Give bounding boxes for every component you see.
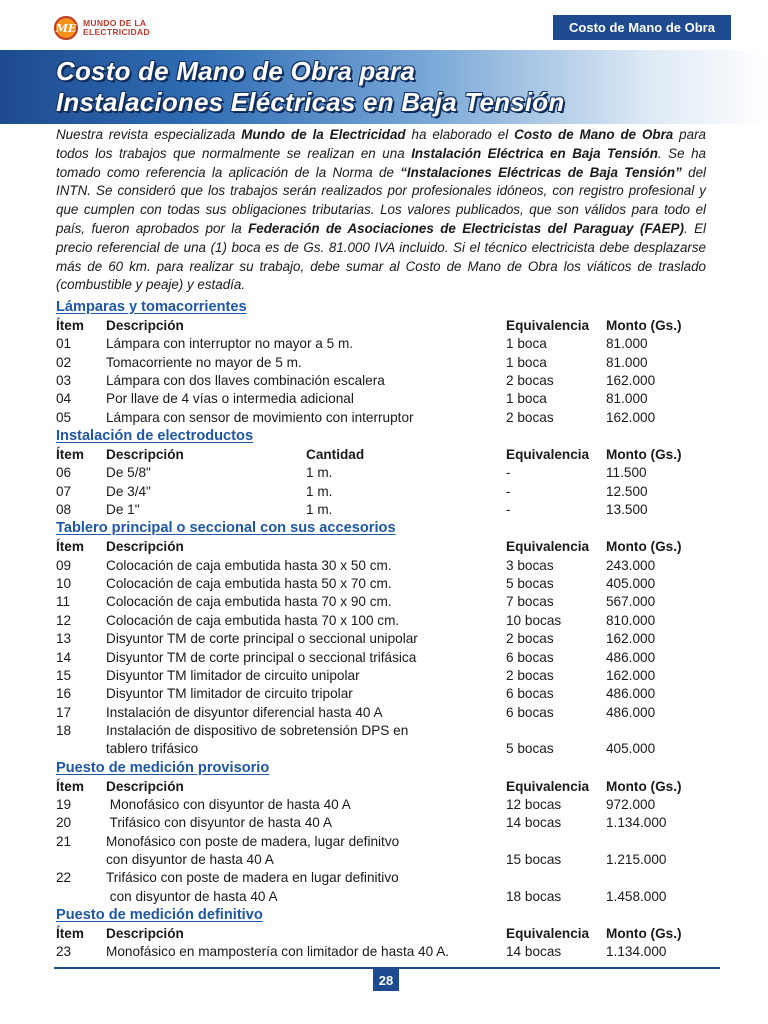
row-amount: 486.000 (606, 686, 656, 702)
row-item: 16 (56, 686, 72, 702)
row-desc-line2: tablero trifásico (106, 741, 199, 757)
row-amount: 1.134.000 (606, 944, 667, 960)
intro-bold: “Instalaciones Eléctricas de Baja Tensión” (400, 164, 682, 180)
table-row (56, 833, 716, 870)
row-desc: Colocación de caja embutida hasta 30 x 50 cm. (106, 557, 392, 573)
row-equiv: - (506, 502, 511, 518)
row-item: 09 (56, 557, 72, 573)
header-qty: Cantidad (306, 447, 365, 463)
row-item: 04 (56, 391, 72, 407)
row-amount: 405.000 (606, 576, 656, 592)
row-desc: De 3/4" (106, 483, 151, 499)
row-amount: 11.500 (606, 465, 647, 481)
row-desc: De 5/8" (106, 465, 151, 481)
row-equiv: 1 boca (506, 391, 547, 407)
row-item: 20 (56, 815, 72, 831)
row-item: 22 (56, 870, 72, 886)
row-desc (106, 869, 399, 906)
row-amount: 1.458.000 (606, 888, 667, 904)
header-desc: Descripción (106, 778, 184, 794)
intro-bold: Mundo de la Electricidad (241, 127, 406, 142)
intro-text: del INTN. Se consideró que los trabajos serán realizados por profesionales idóneos, con registro profesional y que cumplen con todas sus obligaciones tributarias. Los valores publicados, que son válidos para todo el país, fueron aprobados por la (56, 164, 706, 236)
row-amount: 81.000 (606, 391, 648, 407)
row-desc-line1: Instalación de dispositivo de sobretensión DPS en (106, 722, 409, 738)
row-desc-line1: Monofásico con poste de madera, lugar definitvo (106, 833, 400, 849)
header-amount: Monto (Gs.) (606, 539, 682, 555)
row-item: 07 (56, 483, 72, 499)
row-desc-line1: Trifásico con poste de madera en lugar definitivo (106, 870, 399, 886)
intro-bold: Costo de Mano de Obra (514, 127, 674, 142)
section-tag: Costo de Mano de Obra (553, 15, 731, 40)
row-qty: 1 m. (306, 483, 333, 499)
price-table (56, 298, 716, 962)
row-equiv: - (506, 483, 511, 499)
row-equiv: 1 boca (506, 336, 547, 352)
row-item: 21 (56, 833, 72, 849)
row-amount: 13.500 (606, 502, 648, 518)
table-row (56, 649, 716, 667)
page-number: 28 (373, 969, 399, 991)
row-desc: Tomacorriente no mayor de 5 m. (106, 354, 302, 370)
intro-bold: Instalación Eléctrica en Baja Tensión (411, 145, 658, 161)
section-title-electroductos: Instalación de electroductos (56, 428, 254, 445)
table-row (56, 464, 716, 482)
row-desc (106, 722, 408, 759)
table-row (56, 814, 716, 832)
row-item: 15 (56, 667, 72, 683)
header-amount: Monto (Gs.) (606, 318, 682, 333)
row-item: 23 (56, 944, 72, 960)
row-equiv: 14 bocas (506, 944, 562, 960)
row-amount: 1.134.000 (606, 815, 667, 831)
header-amount: Monto (Gs.) (606, 925, 682, 941)
row-equiv: 12 bocas (506, 796, 562, 812)
table-row (56, 409, 716, 427)
table-row (56, 685, 716, 703)
row-equiv: 3 bocas (506, 557, 554, 573)
row-qty: 1 m. (306, 502, 333, 518)
table-header-row (56, 317, 716, 335)
row-item: 01 (56, 336, 72, 352)
intro-text: . Se ha tomado como referencia la aplicación de la Norma de (56, 145, 706, 180)
row-equiv: 2 bocas (506, 667, 554, 683)
intro-text: Nuestra revista especializada (56, 127, 242, 142)
table-row (56, 557, 716, 575)
row-item: 06 (56, 465, 72, 481)
header-item: Ítem (56, 447, 84, 463)
row-item: 12 (56, 612, 72, 628)
table-row (56, 501, 716, 519)
table-header-row (56, 778, 716, 796)
row-equiv: 6 bocas (506, 686, 554, 702)
row-item: 10 (56, 576, 72, 592)
row-desc: Disyuntor TM limitador de circuito unipolar (106, 667, 360, 683)
row-amount: 486.000 (606, 649, 656, 665)
row-desc: Disyuntor TM limitador de circuito tripolar (106, 686, 353, 702)
brand-name-line1: MUNDO DE LA (83, 18, 147, 28)
table-row (56, 390, 716, 408)
header-equiv: Equivalencia (506, 925, 590, 941)
row-amount: 810.000 (606, 612, 656, 628)
brand-name (83, 19, 150, 37)
section-title-definitivo: Puesto de medición definitivo (56, 906, 263, 923)
row-desc: Disyuntor TM de corte principal o seccional trifásica (106, 649, 417, 665)
row-desc: Instalación de disyuntor diferencial hasta 40 A (106, 704, 383, 720)
section-title-lamparas: Lámparas y tomacorrientes (56, 299, 247, 315)
row-amount: 486.000 (606, 704, 656, 720)
row-item: 08 (56, 502, 72, 518)
row-equiv: 6 bocas (506, 704, 554, 720)
row-equiv: 5 bocas (506, 741, 554, 757)
table-row (56, 593, 716, 611)
row-equiv: 2 bocas (506, 409, 554, 425)
row-amount: 567.000 (606, 594, 656, 610)
header-item: Ítem (56, 925, 84, 941)
table-row (56, 943, 716, 961)
row-desc (106, 833, 399, 870)
row-amount: 162.000 (606, 373, 656, 389)
header-desc: Descripción (106, 318, 184, 333)
row-amount: 243.000 (606, 557, 656, 573)
header-item: Ítem (56, 539, 84, 555)
brand-name-line2: ELECTRICIDAD (83, 27, 150, 37)
row-amount: 1.215.000 (606, 851, 667, 867)
section-title-provisorio: Puesto de medición provisorio (56, 759, 270, 776)
intro-paragraph (56, 126, 706, 295)
row-item: 14 (56, 649, 72, 665)
header-desc: Descripción (106, 539, 184, 555)
intro-text: para todos los trabajos que normalmente se realizan en una (56, 127, 706, 161)
page-title (56, 56, 564, 118)
table-row (56, 575, 716, 593)
table-row (56, 796, 716, 814)
row-desc: Monofásico con disyuntor de hasta 40 A (106, 796, 351, 812)
row-desc-line2: con disyuntor de hasta 40 A (106, 851, 274, 867)
row-item: 17 (56, 704, 72, 720)
row-item: 11 (56, 594, 71, 610)
header-equiv: Equivalencia (506, 447, 590, 463)
table-row (56, 335, 716, 353)
table-row (56, 354, 716, 372)
table-row (56, 372, 716, 390)
row-amount: 972.000 (606, 796, 656, 812)
row-desc: Lámpara con dos llaves combinación escalera (106, 373, 385, 389)
header-equiv: Equivalencia (506, 318, 590, 333)
table-row (56, 612, 716, 630)
row-desc: Trifásico con disyuntor de hasta 40 A (106, 815, 332, 831)
row-equiv: 14 bocas (506, 815, 562, 831)
row-desc-line2: con disyuntor de hasta 40 A (106, 888, 278, 904)
row-item: 18 (56, 722, 72, 738)
brand-logo (54, 16, 150, 40)
row-item: 05 (56, 409, 72, 425)
row-amount: 162.000 (606, 409, 656, 425)
row-desc: Monofásico en mampostería con limitador de hasta 40 A. (106, 944, 450, 960)
table-row (56, 667, 716, 685)
row-amount: 81.000 (606, 354, 648, 370)
row-item: 13 (56, 631, 72, 647)
row-amount: 81.000 (606, 336, 648, 352)
row-desc: Lámpara con sensor de movimiento con interruptor (106, 409, 414, 425)
row-amount: 162.000 (606, 631, 656, 647)
row-desc: Lámpara con interruptor no mayor a 5 m. (106, 336, 354, 352)
row-equiv: 6 bocas (506, 649, 554, 665)
table-row (56, 722, 716, 759)
page-title-line1: Costo de Mano de Obra para (56, 56, 416, 86)
header-amount: Monto (Gs.) (606, 447, 682, 463)
intro-text: ha elaborado el (405, 127, 515, 142)
section-title-tablero: Tablero principal o seccional con sus accesorios (56, 520, 396, 537)
row-desc: Colocación de caja embutida hasta 70 x 90 cm. (106, 594, 392, 610)
table-row (56, 704, 716, 722)
row-desc: Disyuntor TM de corte principal o seccional unipolar (106, 631, 418, 647)
row-amount: 162.000 (606, 667, 656, 683)
intro-bold: Federación de Asociaciones de Electricistas del Paraguay (FAEP) (248, 220, 684, 236)
row-equiv: 15 bocas (506, 851, 562, 867)
brand-logo-icon: ME (54, 16, 78, 40)
row-equiv: 18 bocas (506, 888, 562, 904)
header-item: Ítem (56, 778, 84, 794)
row-equiv: 1 boca (506, 354, 547, 370)
row-item: 03 (56, 373, 72, 389)
row-desc: De 1" (106, 502, 140, 518)
table-row (56, 483, 716, 501)
page-title-line2: Instalaciones Eléctricas en Baja Tensión (56, 87, 565, 117)
row-amount: 12.500 (606, 483, 648, 499)
header-item: Ítem (56, 318, 84, 333)
row-desc: Por llave de 4 vías o intermedia adicional (106, 391, 354, 407)
header-equiv: Equivalencia (506, 778, 590, 794)
table-header-row (56, 538, 716, 556)
row-equiv: 2 bocas (506, 631, 554, 647)
row-amount: 405.000 (606, 741, 656, 757)
header-equiv: Equivalencia (506, 539, 590, 555)
row-equiv: 5 bocas (506, 576, 554, 592)
table-row (56, 630, 716, 648)
row-equiv: 2 bocas (506, 373, 554, 389)
row-desc: Colocación de caja embutida hasta 70 x 100 cm. (106, 612, 400, 628)
header-desc: Descripción (106, 925, 184, 941)
row-item: 02 (56, 354, 72, 370)
table-header-row (56, 925, 716, 943)
row-desc: Colocación de caja embutida hasta 50 x 70 cm. (106, 576, 392, 592)
header-desc: Descripción (106, 447, 184, 463)
row-item: 19 (56, 796, 72, 812)
row-qty: 1 m. (306, 465, 333, 481)
table-row (56, 869, 716, 906)
intro-text: . El precio referencial de una (1) boca es de Gs. 81.000 IVA incluido. Si el técnico electricista debe desplazarse más de 60 km. para realizar su trabajo, debe sumar al Costo de Mano de Obra los viáticos de traslado (combustible y peaje) y estadía. (56, 220, 706, 293)
row-equiv: 7 bocas (506, 594, 554, 610)
row-equiv: 10 bocas (506, 612, 562, 628)
table-header-row (56, 446, 716, 464)
header-amount: Monto (Gs.) (606, 778, 682, 794)
row-equiv: - (506, 465, 511, 481)
